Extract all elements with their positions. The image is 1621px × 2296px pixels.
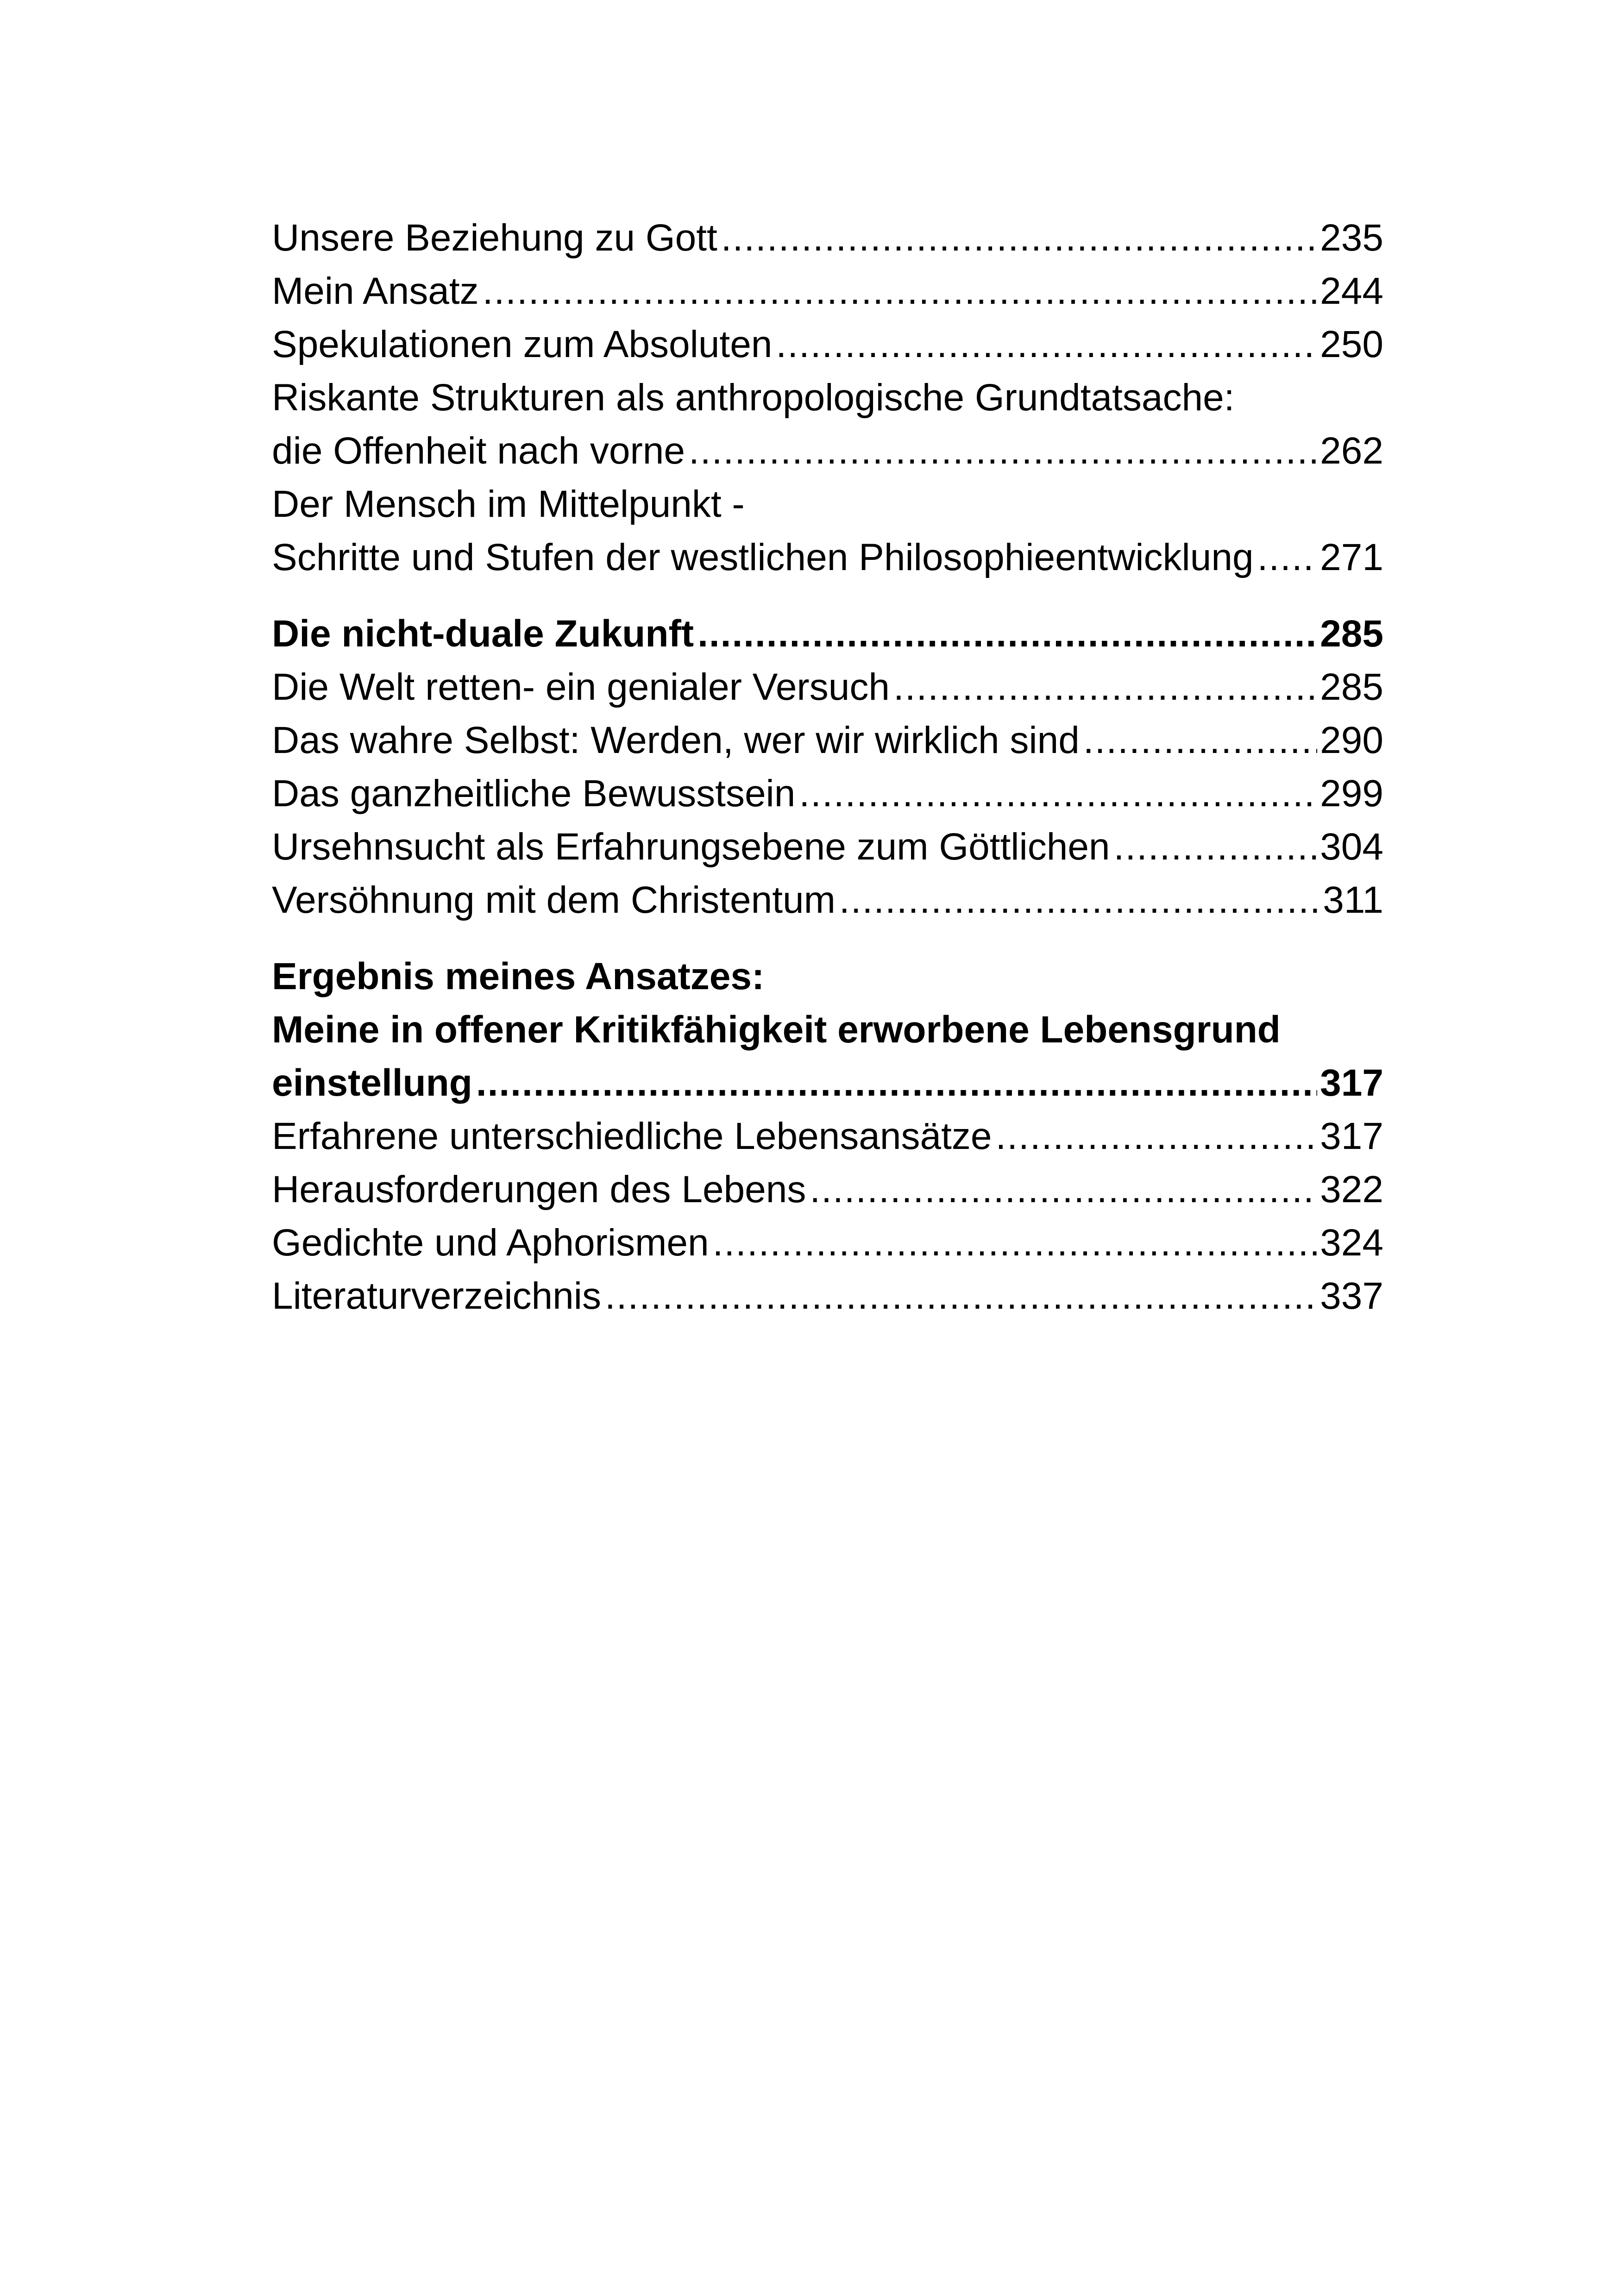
- toc-section-heading-line[interactable]: [272, 1003, 1383, 1056]
- toc-section-title: Die nicht-duale Zukunft: [272, 613, 694, 655]
- toc-entry[interactable]: [272, 531, 1383, 584]
- toc-section-title: einstellung: [272, 1062, 472, 1104]
- toc-entry-page: 290: [1320, 719, 1383, 761]
- dot-leader: [1257, 531, 1318, 584]
- toc-entry[interactable]: [272, 264, 1383, 318]
- dot-leader: [799, 767, 1317, 820]
- dot-leader: [839, 873, 1320, 927]
- toc-entry-title: Unsere Beziehung zu Gott: [272, 217, 717, 259]
- dot-leader: [721, 211, 1317, 264]
- toc-section-title: Meine in offener Kritikfähigkeit erworbene Lebensgrund: [272, 1009, 1281, 1051]
- toc-entry-page: 271: [1320, 536, 1383, 578]
- toc-entry[interactable]: [272, 1269, 1383, 1323]
- dot-leader: [476, 1056, 1317, 1110]
- dot-leader: [697, 607, 1317, 660]
- toc-entry-title: Ursehnsucht als Erfahrungsebene zum Göttlichen: [272, 826, 1110, 868]
- toc-entry[interactable]: [272, 767, 1383, 820]
- toc-entry-page: 324: [1320, 1222, 1383, 1264]
- toc-entry-title: Versöhnung mit dem Christentum: [272, 879, 836, 921]
- toc-entry-page: 322: [1320, 1168, 1383, 1211]
- toc-entry-title: Erfahrene unterschiedliche Lebensansätze: [272, 1115, 992, 1157]
- table-of-contents: [272, 211, 1383, 1323]
- toc-entry-page: 299: [1320, 772, 1383, 815]
- toc-entry[interactable]: [272, 714, 1383, 767]
- dot-leader: [483, 264, 1317, 318]
- toc-entry[interactable]: [272, 1163, 1383, 1216]
- toc-section-page: 317: [1320, 1062, 1383, 1104]
- dot-leader: [995, 1110, 1317, 1163]
- toc-entry-title: Der Mensch im Mittelpunkt -: [272, 483, 745, 525]
- toc-entry-page: 285: [1320, 666, 1383, 708]
- dot-leader: [1083, 714, 1317, 767]
- dot-leader: [776, 318, 1317, 371]
- toc-entry-page: 337: [1320, 1275, 1383, 1317]
- toc-entry-title: Das ganzheitliche Bewusstsein: [272, 772, 796, 815]
- toc-entry-title: Die Welt retten- ein genialer Versuch: [272, 666, 890, 708]
- toc-entry[interactable]: [272, 873, 1383, 927]
- toc-entry-page: 317: [1320, 1115, 1383, 1157]
- toc-entry[interactable]: [272, 1110, 1383, 1163]
- toc-section-page: 285: [1320, 613, 1383, 655]
- toc-entry-title: Das wahre Selbst: Werden, wer wir wirklich sind: [272, 719, 1080, 761]
- toc-entry-title: Literaturverzeichnis: [272, 1275, 601, 1317]
- toc-entry[interactable]: [272, 1216, 1383, 1269]
- toc-entry-title: Riskante Strukturen als anthropologische Grundtatsache:: [272, 376, 1235, 419]
- toc-entry-continued-line[interactable]: [272, 371, 1383, 424]
- toc-entry[interactable]: [272, 424, 1383, 477]
- dot-leader: [605, 1269, 1317, 1323]
- toc-entry-page: 250: [1320, 323, 1383, 365]
- toc-entry-title: Herausforderungen des Lebens: [272, 1168, 806, 1211]
- toc-section-heading-line[interactable]: [272, 950, 1383, 1003]
- toc-entry-page: 311: [1323, 879, 1383, 921]
- toc-entry-title: Schritte und Stufen der westlichen Philosophieentwicklung: [272, 536, 1254, 578]
- toc-entry-title: Gedichte und Aphorismen: [272, 1222, 709, 1264]
- toc-entry-page: 235: [1320, 217, 1383, 259]
- toc-entry[interactable]: [272, 660, 1383, 714]
- toc-section-heading[interactable]: [272, 1056, 1383, 1110]
- toc-entry-title: die Offenheit nach vorne: [272, 430, 685, 472]
- section-spacer: [272, 584, 1383, 607]
- dot-leader: [893, 660, 1317, 714]
- toc-entry-page: 244: [1320, 270, 1383, 312]
- toc-entry[interactable]: [272, 820, 1383, 873]
- toc-entry-title: Mein Ansatz: [272, 270, 479, 312]
- section-spacer: [272, 927, 1383, 950]
- toc-entry[interactable]: [272, 211, 1383, 264]
- dot-leader: [1114, 820, 1318, 873]
- dot-leader: [689, 424, 1317, 477]
- dot-leader: [810, 1163, 1317, 1216]
- toc-entry[interactable]: [272, 318, 1383, 371]
- toc-entry-title: Spekulationen zum Absoluten: [272, 323, 773, 365]
- toc-section-title: Ergebnis meines Ansatzes:: [272, 955, 765, 997]
- toc-entry-page: 304: [1320, 826, 1383, 868]
- toc-entry-continued-line[interactable]: [272, 477, 1383, 531]
- dot-leader: [713, 1216, 1318, 1269]
- toc-section-heading[interactable]: [272, 607, 1383, 660]
- toc-entry-page: 262: [1320, 430, 1383, 472]
